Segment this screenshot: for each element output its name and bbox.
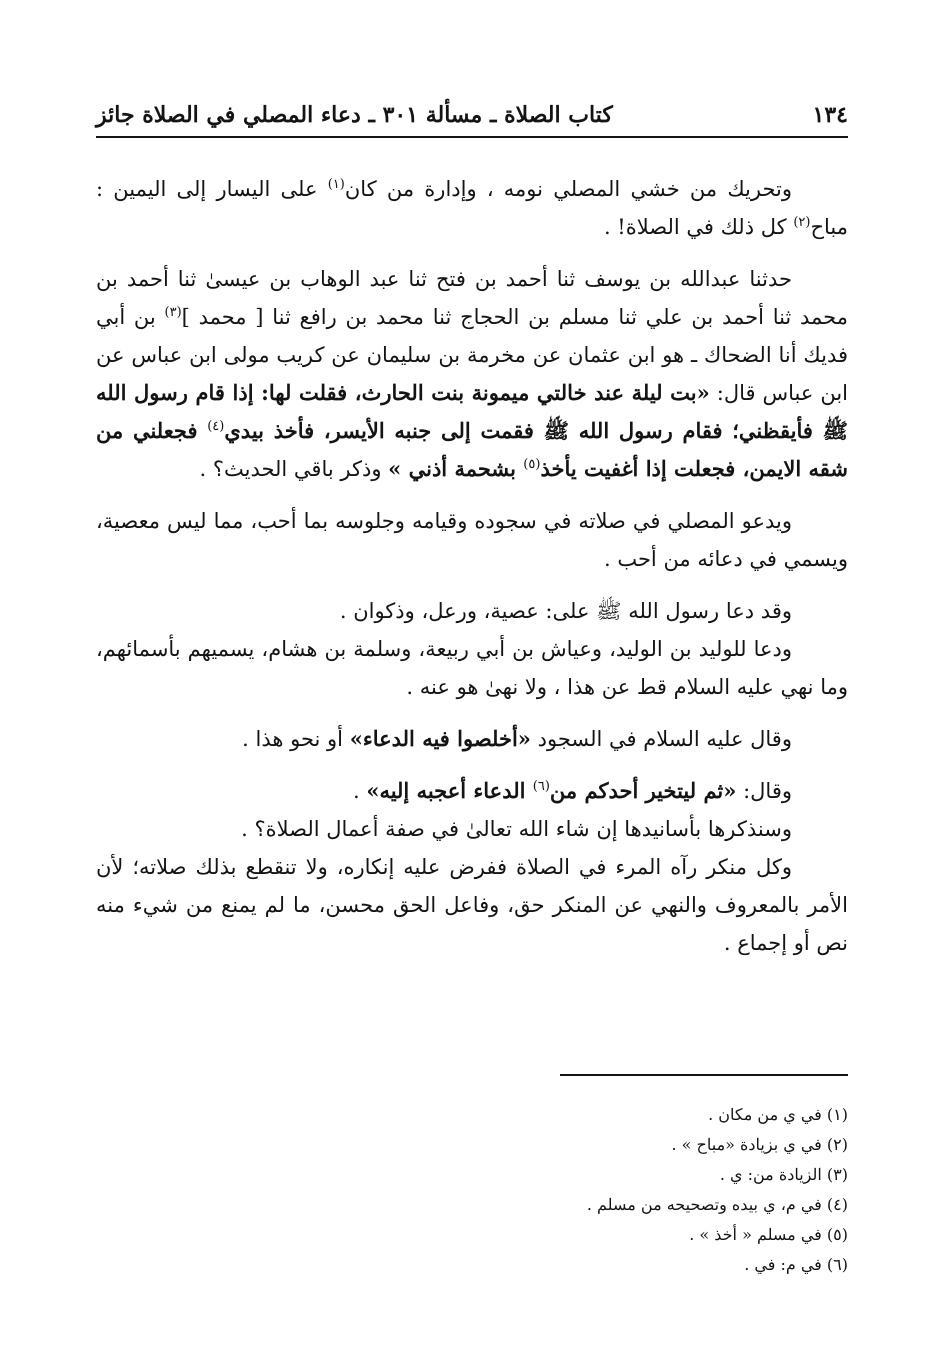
footnote-divider [560,1074,848,1076]
text-run: كل ذلك في الصلاة! . [603,215,794,239]
hadith-quote: «أخلصوا فيه الدعاء» [349,726,531,751]
paragraph-8: وسنذكرها بأسانيدها إن شاء الله تعالىٰ في صفة أعمال الصلاة؟ . [241,817,792,841]
footnote-6: (٦) في م: في . [744,1255,848,1274]
footnote-ref-6[interactable]: (٦) [532,779,550,794]
text-run: وقال عليه السلام في السجود [530,727,792,751]
main-text [96,170,848,976]
text-run: على اليسار إلى اليمين : مباح [96,177,848,239]
footnote-ref-4[interactable]: (٤) [207,419,225,434]
header-divider [96,136,848,138]
running-title: كتاب الصلاة ـ مسألة ٣٠١ ـ دعاء المصلي في الصلاة جائز [96,102,613,128]
paragraph-3: ويدعو المصلي في صلاته في سجوده وقيامه وجلوسه بما أحب، مما ليس معصية، ويسمي في دعائه من أحب . [96,509,848,571]
footnotes [96,1100,848,1280]
footnote-3: (٣) الزيادة من: ي . [719,1165,848,1184]
text-run: وذكر باقي الحديث؟ . [199,457,389,481]
text-run: . [352,779,367,803]
footnote-4: (٤) في م، ي بيده وتصحيحه من مسلم . [586,1195,848,1214]
paragraph-1 [96,170,848,246]
paragraph-6 [96,720,848,758]
footnote-ref-3[interactable]: (٣) [164,305,182,320]
paragraph-7 [96,772,848,810]
text-run: وتحريك من خشي المصلي نومه ، وإدارة من كان [344,177,792,201]
hadith-quote: «ثم ليتخير أحدكم من [549,778,737,803]
footnote-ref-1[interactable]: (١) [327,177,345,192]
page-header [96,86,848,128]
footnote-ref-5[interactable]: (٥) [523,457,541,472]
hadith-quote: «بت ليلة عند خالتي ميمونة بنت الحارث، فقلت لها: إذا قام رسول الله ﷺ فأيقظني؛ فقام رسول الله ﷺ فقمت إلى جنبه الأيسر، فأخذ بيدي [96,380,848,443]
footnote-5: (٥) في مسلم « أخذ » . [689,1225,848,1244]
paragraph-5: ودعا للوليد بن الوليد، وعياش بن أبي ربيعة، وسلمة بن هشام، يسميهم بأسمائهم، وما نهي عليه السلام قط عن هذا ، ولا نهىٰ هو عنه . [96,637,848,699]
hadith-quote: فجعلني من شقه الايمن، فجعلت إذا أغفيت يأخذ [96,418,848,481]
hadith-quote: بشحمة أذني » [388,456,524,481]
text-run: وقال: [736,779,792,803]
text-run: بن أبي فديك أنا الضحاك ـ هو ابن عثمان عن مخرمة بن سليمان عن كريب مولى ابن عباس عن ابن عباس قال: [96,305,848,405]
text-run: حدثنا عبدالله بن يوسف ثنا أحمد بن فتح ثنا عبد الوهاب بن عيسىٰ ثنا أحمد بن محمد ثنا أحمد بن علي ثنا مسلم بن الحجاج ثنا محمد بن رافع ثنا [ محمد ] [96,267,848,329]
paragraph-4: وقد دعا رسول الله ﷺ على: عصية، ورعل، وذكوان . [339,599,792,623]
paragraph-9: وكل منكر رآه المرء في الصلاة ففرض عليه إنكاره، ولا تنقطع بذلك صلاته؛ لأن الأمر بالمعروف والنهي عن المنكر حق، وفاعل الحق محسن، ما لم يمنع من شيء منه نص أو إجماع . [96,855,848,955]
paragraph-2-hadith-chain [96,260,848,488]
footnote-ref-2[interactable]: (٢) [793,215,811,230]
text-run: أو نحو هذا . [242,727,350,751]
footnote-2: (٢) في ي بزيادة «مباح » . [671,1135,848,1154]
hadith-quote: الدعاء أعجبه إليه» [366,778,533,803]
page-number: ١٣٤ [812,102,848,128]
footnote-1: (١) في ي من مكان . [708,1105,848,1124]
